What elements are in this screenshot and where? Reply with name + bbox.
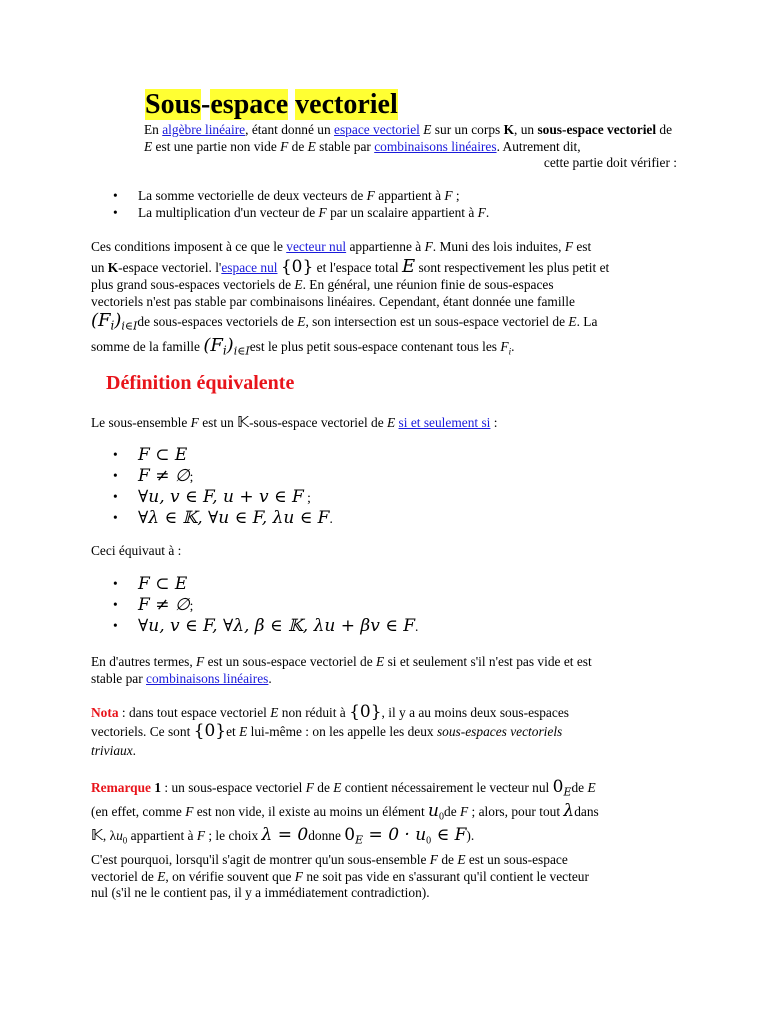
link-algebre-lineaire[interactable]: algèbre linéaire bbox=[162, 122, 246, 137]
list-item: • F ⊂ E bbox=[91, 445, 677, 466]
list-item: • ∀u, v ∈ F, u + v ∈ F ; bbox=[91, 487, 677, 508]
list-item: • F ≠ ∅; bbox=[91, 466, 677, 487]
link-si-et-seulement-si[interactable]: si et seulement si bbox=[398, 415, 491, 430]
definition-list bbox=[91, 445, 677, 529]
conditions-paragraph: Ces conditions imposent à ce que le vecteur nul appartienne à F. Muni des lois induites, F est un K-espace vectoriel. l'espace nul {0} et l'espace total E sont respectivement les plus petit et plus grand sous-espaces vectoriels de E. En général, une réunion finie de sous-espaces vectoriels n'est pas stable par combinaisons linéaires. Cependant, étant donnée une famille $(F_i)_{i\in I}de$ sous-espaces vectoriels de E, son intersection est un sous-espace vectoriel de E. La somme de la famille $(F_i)_{i\in I}est$ le plus petit sous-espace contenant tous les $F_i$. bbox=[91, 239, 610, 358]
conclusion-paragraph: C'est pourquoi, lorsqu'il s'agit de montrer qu'un sous-ensemble F de E est un sous-espace vectoriel de E, on vérifie souvent que F ne soit pas vide en s'assurant qu'il contient le vecteur nul (s'il ne le contient pas, il y a immédiatement contradiction). bbox=[91, 852, 589, 900]
remarque-paragraph: Remarque 1 : un sous-espace vectoriel F de E contient nécessairement le vecteur nul $0_Ede$ E (en effet, comme F est non vide, il existe au moins un élément $u_0de$ F ; alors, pour tout λdans 𝕂, $\lambda u_0$ appartient à F ; le choix λ = 0donne $0_E = 0 \cdot u_0$ ∈ F). bbox=[91, 777, 599, 848]
nota-paragraph: Nota : dans tout espace vectoriel E non réduit à {0}, il y a au moins deux sous-espaces vectoriels. Ce sont {0}et E lui-même : on les appelle les deux sous-espaces vectoriels triviaux. bbox=[91, 702, 569, 758]
list-item: • ∀λ ∈ 𝕂, ∀u ∈ F, λu ∈ F. bbox=[91, 508, 677, 529]
list-item: • F ≠ ∅; bbox=[91, 595, 677, 616]
definition-line: Le sous-ensemble F est un 𝕂-sous-espace vectoriel de E si et seulement si : bbox=[91, 413, 498, 431]
list-item: • La multiplication d'un vecteur de F par un scalaire appartient à F. bbox=[91, 205, 677, 222]
link-vecteur-nul[interactable]: vecteur nul bbox=[286, 239, 347, 254]
equivalence-line: Ceci équivaut à : bbox=[91, 543, 182, 558]
page-title: Sous-espace vectoriel bbox=[145, 89, 398, 120]
list-item: • ∀u, v ∈ F, ∀λ, β ∈ 𝕂, λu + βv ∈ F. bbox=[91, 616, 677, 637]
intro-paragraph: En algèbre linéaire, étant donné un espace vectoriel E sur un corps K, un sous-espace vectoriel de E est une partie non vide F de E stable par combinaisons linéaires. Autrement dit, cette partie doit vérifier : bbox=[144, 122, 677, 170]
link-espace-nul[interactable]: espace nul bbox=[221, 260, 278, 275]
other-terms-paragraph: En d'autres termes, F est un sous-espace vectoriel de E si et seulement s'il n'est pas vide et est stable par combinaisons linéaires. bbox=[91, 654, 592, 686]
section-title: Définition équivalente bbox=[106, 372, 295, 394]
list-item: • F ⊂ E bbox=[91, 574, 677, 595]
link-combinaisons-lineaires-2[interactable]: combinaisons linéaires bbox=[146, 670, 269, 686]
conditions-list bbox=[91, 188, 677, 221]
link-espace-vectoriel[interactable]: espace vectoriel bbox=[334, 122, 420, 137]
list-item: • La somme vectorielle de deux vecteurs de F appartient à F ; bbox=[91, 188, 677, 205]
equivalence-list bbox=[91, 574, 677, 637]
link-combinaisons-lineaires[interactable]: combinaisons linéaires bbox=[374, 138, 497, 154]
